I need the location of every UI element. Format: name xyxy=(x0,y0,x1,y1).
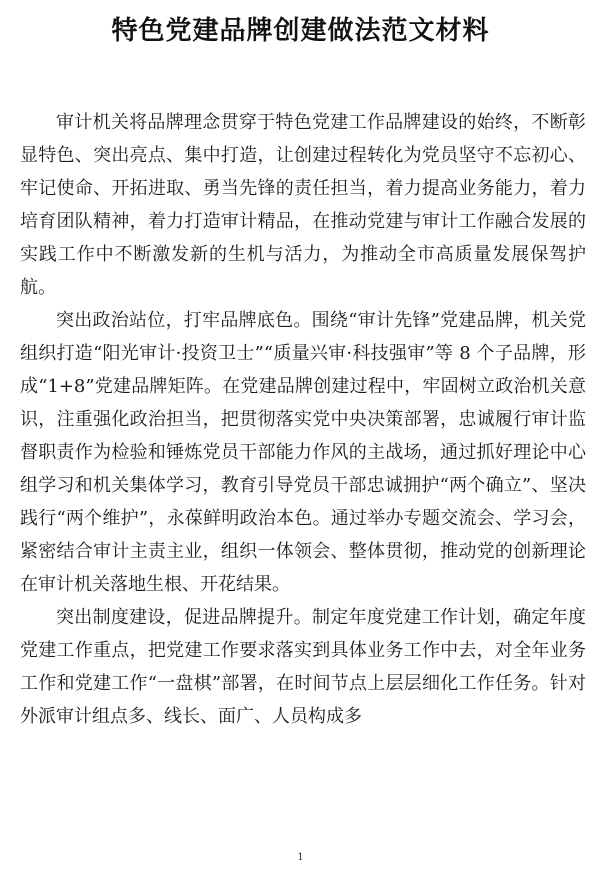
paragraph-political-stance: 突出政治站位，打牢品牌底色。围绕“审计先锋”党建品牌，机关党组织打造“阳光审计·投资卫士”“质量兴审·科技强审”等 8 个子品牌，形成“1+8”党建品牌矩阵。在党建品牌创建过程中，牢固树立政治机关意识，注重强化政治担当，把贯彻落实党中央决策部署，忠诚履行审计监督职责作为检验和锤炼党员干部能力作风的主战场，通过抓好理论中心组学习和机关集体学习，教育引导党员干部忠诚拥护“两个确立”、坚决践行“两个维护”，永葆鲜明政治本色。通过举办专题交流会、学习会，紧密结合审计主责主业，组织一体领会、整体贯彻，推动党的创新理论在审计机关落地生根、开花结果。 xyxy=(20,310,586,595)
document-body xyxy=(20,106,586,733)
paragraph-intro: 审计机关将品牌理念贯穿于特色党建工作品牌建设的始终，不断彰显特色、突出亮点、集中打造，让创建过程转化为党员坚守不忘初心、牢记使命、开拓进取、勇当先锋的责任担当，着力提高业务能力，着力培育团队精神，着力打造审计精品，在推动党建与审计工作融合发展的实践工作中不断激发新的生机与活力，为推动全市高质量发展保驾护航。 xyxy=(20,112,586,298)
paragraph-institution-building: 突出制度建设，促进品牌提升。制定年度党建工作计划，确定年度党建工作重点，把党建工作要求落实到具体业务工作中去，对全年业务工作和党建工作“一盘棋”部署，在时间节点上层层细化工作任务。针对外派审计组点多、线长、面广、人员构成多 xyxy=(20,607,586,727)
document-title: 特色党建品牌创建做法范文材料 xyxy=(111,16,490,46)
page-number: 1 xyxy=(297,852,304,863)
